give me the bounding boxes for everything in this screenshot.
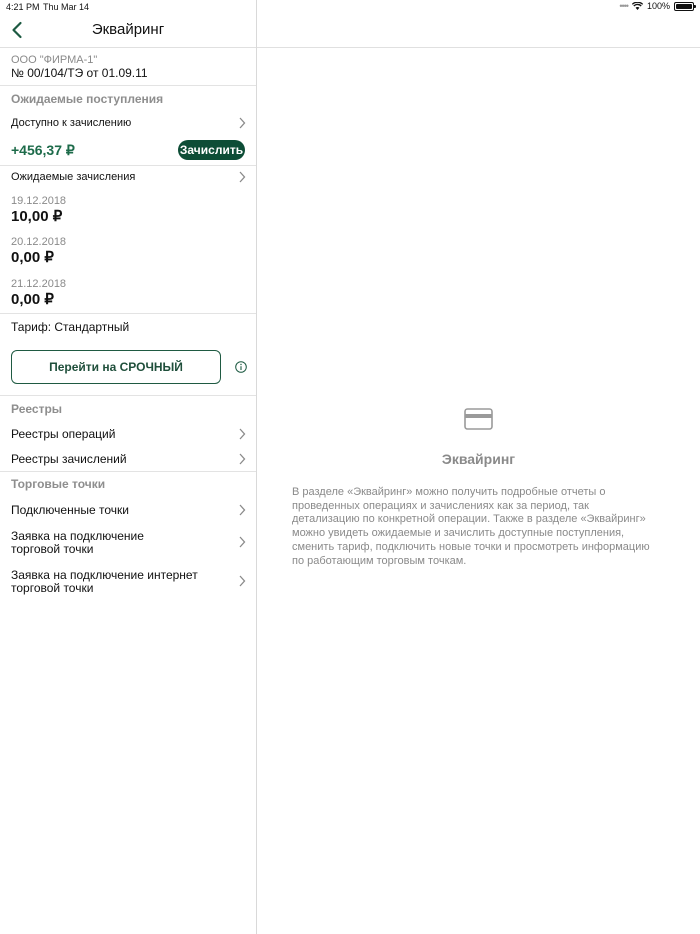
divider [0,85,256,86]
status-date: Thu Mar 14 [43,2,90,12]
entry-date: 20.12.2018 [11,236,67,248]
status-time: 4:21 PM [6,2,40,12]
split-divider [256,0,257,934]
connected-points-label: Подключенные точки [11,503,129,517]
battery-percent: 100% [646,1,670,11]
chevron-right-icon [238,428,246,440]
signal-icon: •••• [619,1,628,11]
divider [0,165,256,166]
divider [0,471,256,472]
info-icon[interactable] [235,361,247,373]
switch-tariff-button[interactable]: Перейти на СРОЧНЫЙ [11,350,221,384]
chevron-right-icon [238,453,246,465]
master-pane [0,0,256,934]
credit-button[interactable]: Зачислить [178,140,245,160]
registry-operations-label: Реестры операций [11,427,116,441]
chevron-right-icon [238,575,246,587]
registry-credits-label: Реестры зачислений [11,452,127,466]
section-title-registries: Реестры [11,402,63,416]
request-point-label-line2: торговой точки [11,542,94,556]
empty-state-title: Эквайринг [441,451,516,467]
expected-credits-label: Ожидаемые зачисления [11,171,136,183]
wifi-icon [632,2,643,10]
available-label: Доступно к зачислению [11,117,132,129]
tariff-label: Тариф: Стандартный [11,320,130,334]
page-title: Эквайринг [91,21,165,38]
nav-bar [0,14,256,48]
chevron-right-icon [238,504,246,516]
divider [0,395,256,396]
divider [0,313,256,314]
available-amount: +456,37 ₽ [11,142,75,158]
entry-amount: 0,00 ₽ [11,291,54,308]
empty-state-description: В разделе «Эквайринг» можно получить подробные отчеты о проведенных операциях и зачислениях как за период, так детализацию по конкретной операции. Также в разделе «Эквайринг» можно увидеть ожидаемые и зачислить доступные поступления, сменить тариф, подключить новые точки и просмотреть информацию по работающим торговым точкам. [292,486,650,567]
battery-icon [674,2,694,11]
chevron-right-icon [238,117,246,129]
detail-header-divider [257,47,700,48]
section-title-points: Торговые точки [11,477,106,491]
request-point-label-line1: Заявка на подключение [11,529,144,543]
entry-date: 19.12.2018 [11,195,67,207]
contract-number: № 00/104/ТЭ от 01.09.11 [11,66,148,80]
credit-card-icon [464,408,493,430]
chevron-right-icon [238,171,246,183]
status-indicators [619,1,694,11]
request-internet-label-line1: Заявка на подключение интернет [11,568,198,582]
section-title-expected-income: Ожидаемые поступления [11,92,164,106]
entry-date: 21.12.2018 [11,278,67,290]
company-name: ООО "ФИРМА-1" [11,54,98,66]
entry-amount: 10,00 ₽ [11,208,63,225]
chevron-right-icon [238,536,246,548]
entry-amount: 0,00 ₽ [11,249,54,266]
request-internet-label-line2: торговой точки [11,581,94,595]
